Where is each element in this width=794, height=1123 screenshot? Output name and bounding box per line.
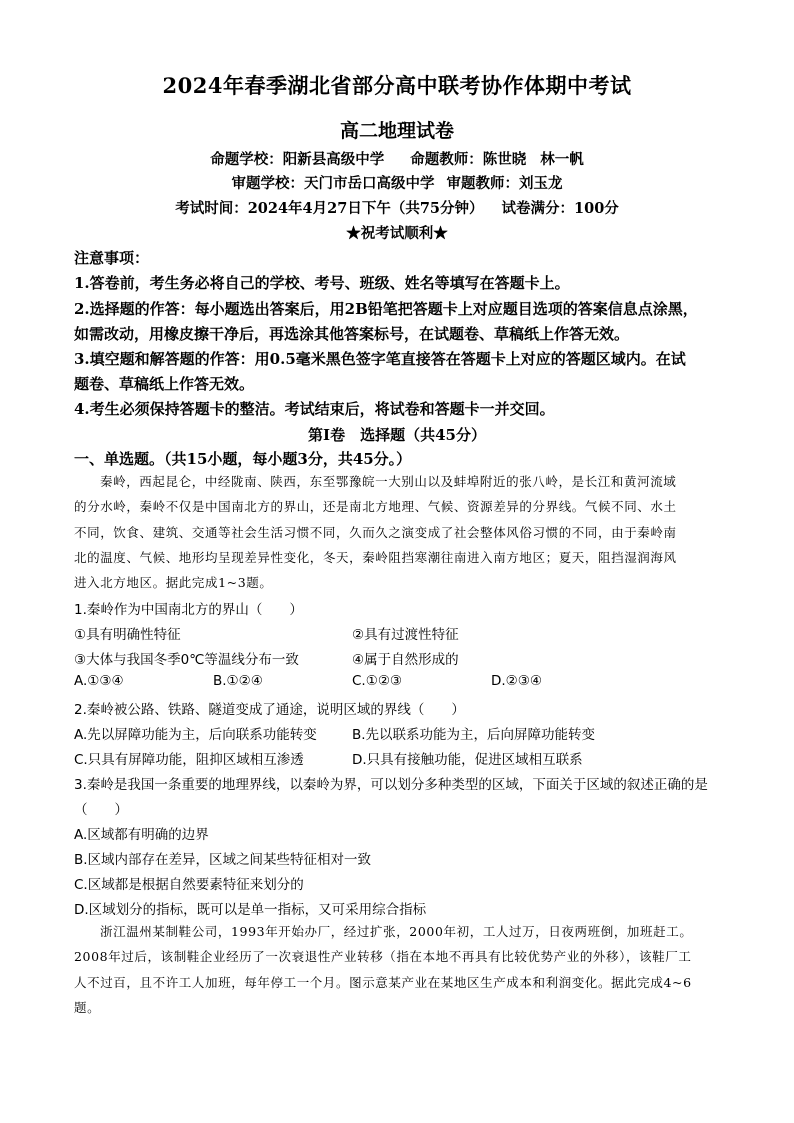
passage-1-line: 北的温度、气候、地形均呈现差异性变化，冬天，秦岭阻挡寒潮往南进入南方地区；夏天，阻挡湿润海风 — [74, 550, 677, 565]
q1-statement-3: ③大体与我国冬季0℃等温线分布一致 — [74, 652, 299, 668]
q3-option-a: A.区域都有明确的边界 — [74, 827, 209, 843]
exam-time-info — [0, 197, 794, 218]
reviewer-teacher: 审题教师：刘玉龙 — [446, 175, 563, 192]
q2-option-c: C.只具有屏障功能，阻抑区域相互渗透 — [74, 752, 304, 768]
note-line: 2.选择题的作答：每小题选出答案后，用2B铅笔把答题卡上对应题目选项的答案信息点涂黑， — [74, 300, 698, 318]
q1-option-d: D.②③④ — [491, 673, 542, 689]
q3-option-c: C.区域都是根据自然要素特征来划分的 — [74, 877, 304, 893]
passage-1-line: 进入北方地区。据此完成1~3题。 — [74, 575, 273, 590]
q2-option-d: D.只具有接触功能，促进区域相互联系 — [352, 752, 583, 768]
part-title: 一、单选题。（共15小题，每小题3分，共45分。） — [74, 450, 412, 468]
note-line: 如需改动，用橡皮擦干净后，再选涂其他答案标号，在试题卷、草稿纸上作答无效。 — [74, 325, 630, 343]
exam-time: 考试时间：2024年4月27日下午（共75分钟） — [175, 200, 484, 217]
note-line: 3.填空题和解答题的作答：用0.5毫米黑色签字笔直接答在答题卡上对应的答题区域内。在试 — [74, 350, 686, 368]
passage-2-line: 浙江温州某制鞋公司，1993年开始办厂，经过扩张，2000年初，工人过万，日夜两班倒，加班赶工。 — [100, 924, 693, 939]
q1-statement-1: ①具有明确性特征 — [74, 627, 181, 643]
paper-subtitle: 高二地理试卷 — [339, 120, 454, 142]
note-line: 题卷、草稿纸上作答无效。 — [74, 375, 255, 393]
note-line: 1.答卷前，考生务必将自己的学校、考号、班级、姓名等填写在答题卡上。 — [74, 274, 570, 292]
proposer-school: 命题学校：阳新县高级中学 — [210, 151, 385, 168]
proposer-teacher-2: 林一帆 — [540, 151, 584, 168]
passage-1-line: 的分水岭，秦岭不仅是中国南北方的界山，还是南北方地理、气候、资源差异的分界线。气候不同、水土 — [74, 499, 677, 514]
exam-title: 2024年春季湖北省部分高中联考协作体期中考试 — [162, 73, 632, 98]
q1-statement-2: ②具有过渡性特征 — [352, 627, 459, 643]
passage-2-line: 题。 — [74, 1000, 101, 1015]
blessing: ★祝考试顺利★ — [346, 225, 448, 242]
reviewer-school: 审题学校：天门市岳口高级中学 — [231, 175, 435, 192]
notes-heading: 注意事项： — [74, 249, 150, 267]
passage-2-line: 2008年过后，该制鞋企业经历了一次衰退性产业转移（指在本地不再具有比较优势产业的外移），该鞋厂工 — [74, 949, 692, 964]
q3-option-d: D.区域划分的指标，既可以是单一指标，又可采用综合指标 — [74, 902, 427, 918]
proposer-info — [0, 148, 794, 169]
passage-1-line: 不同，饮食、建筑、交通等社会生活习惯不同，久而久之演变成了社会整体风俗习惯的不同，由于秦岭南 — [74, 525, 677, 540]
volume-title: 第Ⅰ卷 选择题（共45分） — [308, 426, 486, 444]
q1-option-c: C.①②③ — [352, 673, 403, 689]
question-3-stem: 3.秦岭是我国一条重要的地理界线，以秦岭为界，可以划分多种类型的区域，下面关于区域的叙述正确的是 — [74, 777, 708, 793]
q2-option-a: A.先以屏障功能为主，后向联系功能转变 — [74, 727, 317, 743]
q3-option-b: B.区域内部存在差异，区域之间某些特征相对一致 — [74, 852, 372, 868]
question-1-stem: 1.秦岭作为中国南北方的界山（ ） — [74, 602, 303, 618]
q1-option-b: B.①②④ — [213, 673, 263, 689]
full-score: 试卷满分：100分 — [501, 200, 619, 217]
proposer-teachers: 命题教师：陈世晓 — [410, 151, 527, 168]
question-2-stem: 2.秦岭被公路、铁路、隧道变成了通途，说明区域的界线（ ） — [74, 702, 465, 718]
q1-statement-4: ④属于自然形成的 — [352, 652, 459, 668]
note-line: 4.考生必须保持答题卡的整洁。考试结束后，将试卷和答题卡一并交回。 — [74, 400, 555, 418]
q2-option-b: B.先以联系功能为主，后向屏障功能转变 — [352, 727, 596, 743]
question-3-answer-bracket: （ ） — [74, 802, 128, 818]
reviewer-info — [0, 172, 794, 193]
passage-2-line: 人不过百，且不许工人加班，每年停工一个月。图示意某产业在某地区生产成本和利润变化。据此完成4~6 — [74, 975, 692, 990]
passage-1-line: 秦岭，西起昆仑，中经陇南、陕西，东至鄂豫皖一大别山以及蚌埠附近的张八岭，是长江和黄河流域 — [100, 474, 677, 489]
q1-option-a: A.①③④ — [74, 673, 124, 689]
